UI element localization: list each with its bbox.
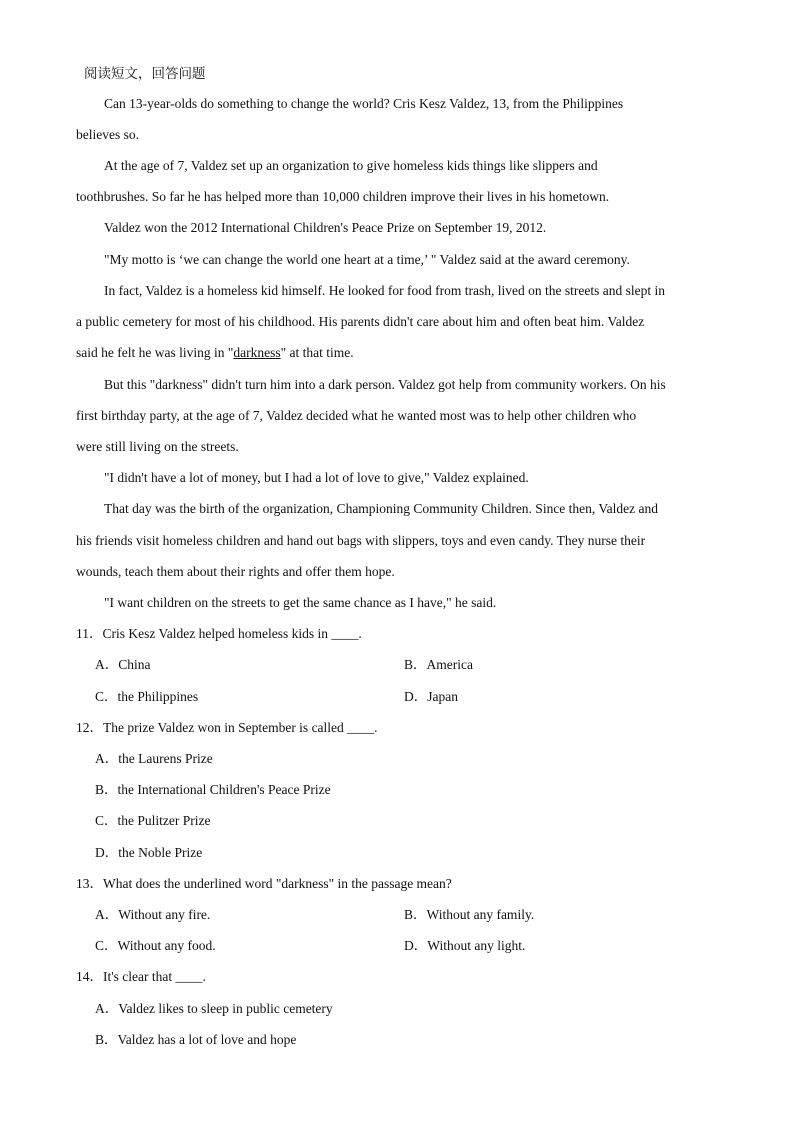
passage-p5-line1: In fact, Valdez is a homeless kid himself. He looked for food from trash, lived on the streets and slept in — [104, 283, 665, 298]
passage-p6-line1: But this "darkness" didn't turn him into a dark person. Valdez got help from community workers. On his — [104, 377, 666, 392]
question-11-stem: 11．Cris Kesz Valdez helped homeless kids in ____. — [76, 626, 362, 641]
passage-p9: "I want children on the streets to get the same chance as I have," he said. — [104, 595, 497, 610]
passage-p7: "I didn't have a lot of money, but I had a lot of love to give," Valdez explained. — [104, 470, 529, 485]
passage-p5-line3-before: said he felt he was living in " — [76, 345, 234, 360]
question-12-option-a[interactable]: A．the Laurens Prize — [95, 751, 213, 766]
passage-p8-line2: his friends visit homeless children and hand out bags with slippers, toys and even candy. They nurse their — [76, 533, 646, 548]
passage-p4: "My motto is ‘we can change the world one heart at a time,’ " Valdez said at the award ceremony. — [104, 252, 630, 267]
passage-p1-line1: Can 13-year-olds do something to change the world? Cris Kesz Valdez, 13, from the Philippines — [104, 96, 624, 111]
question-13-option-a[interactable]: A．Without any fire. — [95, 907, 211, 922]
passage-p5-line3-after: " at that time. — [280, 345, 354, 360]
passage-p3: Valdez won the 2012 International Children's Peace Prize on September 19, 2012. — [104, 220, 547, 235]
question-11-option-b[interactable]: B．America — [404, 657, 473, 672]
question-14-option-a[interactable]: A．Valdez likes to sleep in public cemetery — [95, 1001, 333, 1016]
question-11-option-d[interactable]: D．Japan — [404, 689, 458, 704]
question-13-option-b[interactable]: B．Without any family. — [404, 907, 535, 922]
passage-p6-line2: first birthday party, at the age of 7, Valdez decided what he wanted most was to help other children who — [76, 408, 637, 423]
question-11-option-a[interactable]: A．China — [95, 657, 151, 672]
question-14-stem: 14．It's clear that ____. — [76, 969, 206, 984]
passage-p1-line2: believes so. — [76, 127, 139, 142]
passage-p6-line3: were still living on the streets. — [76, 439, 239, 454]
passage-p5-line3 — [76, 343, 354, 363]
passage-p2-line2: toothbrushes. So far he has helped more than 10,000 children improve their lives in his hometown. — [76, 189, 610, 204]
section-heading: 阅读短文，回答问题 — [84, 66, 206, 82]
question-11-option-c[interactable]: C．the Philippines — [95, 689, 199, 704]
question-12-option-d[interactable]: D．the Noble Prize — [95, 845, 203, 860]
passage-p8-line1: That day was the birth of the organization, Championing Community Children. Since then, Valdez and — [104, 501, 659, 516]
question-13-stem: 13．What does the underlined word "darkness" in the passage mean? — [76, 876, 452, 891]
question-12-option-c[interactable]: C．the Pulitzer Prize — [95, 813, 211, 828]
question-12-stem: 12．The prize Valdez won in September is called ____. — [76, 720, 378, 735]
passage-p5-line2: a public cemetery for most of his childhood. His parents didn't care about him and often beat him. Valdez — [76, 314, 645, 329]
question-13-option-d[interactable]: D．Without any light. — [404, 938, 526, 953]
question-12-option-b[interactable]: B．the International Children's Peace Prize — [95, 782, 331, 797]
question-14-option-b[interactable]: B．Valdez has a lot of love and hope — [95, 1032, 297, 1047]
passage-p8-line3: wounds, teach them about their rights and offer them hope. — [76, 564, 395, 579]
underlined-word-darkness: darkness — [233, 345, 281, 360]
question-13-option-c[interactable]: C．Without any food. — [95, 938, 216, 953]
passage-p2-line1: At the age of 7, Valdez set up an organization to give homeless kids things like slippers and — [104, 158, 598, 173]
